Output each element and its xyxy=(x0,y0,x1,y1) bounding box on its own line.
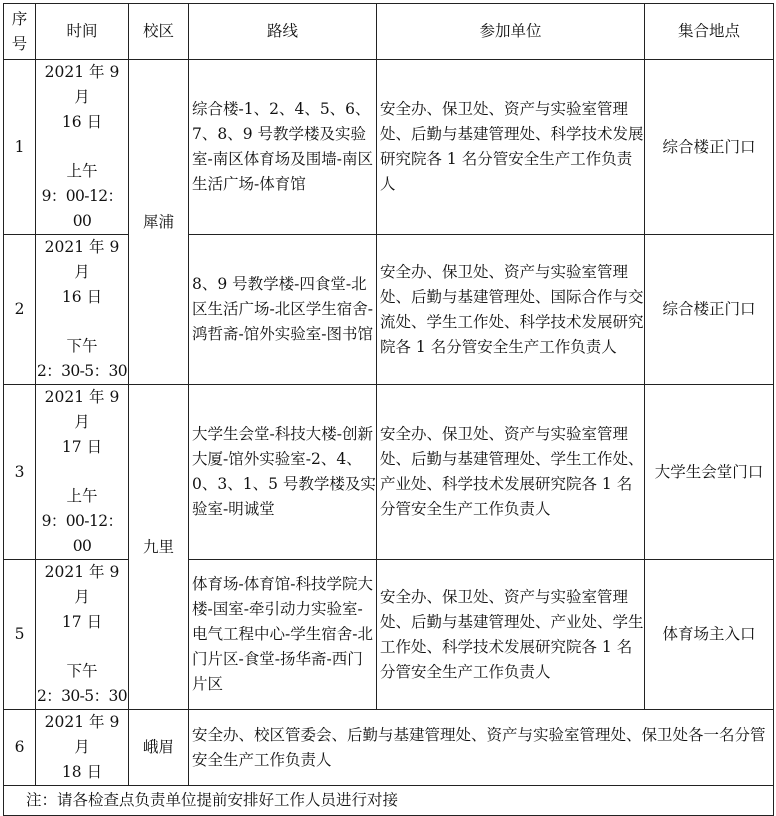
inspection-schedule-table xyxy=(3,3,774,816)
row-number: 5 xyxy=(4,560,36,710)
row-time xyxy=(36,60,129,235)
row-date: 2021 年 9 月 17 日 xyxy=(44,388,120,456)
row-hours: 2：30-5：30 xyxy=(36,362,127,380)
table-row xyxy=(4,710,774,786)
row-time xyxy=(36,385,129,560)
row-place: 大学生会堂门口 xyxy=(645,385,774,560)
row-place: 综合楼正门口 xyxy=(645,235,774,385)
row-place: 体育场主入口 xyxy=(645,560,774,710)
header-no: 序 号 xyxy=(4,4,36,60)
row-campus: 犀浦 xyxy=(129,60,189,385)
table-row xyxy=(4,560,774,710)
row-campus: 峨眉 xyxy=(129,710,189,786)
row-date: 2021 年 9 月 18 日 xyxy=(36,710,129,786)
header-units: 参加单位 xyxy=(377,4,645,60)
row-hours: 2：30-5：30 xyxy=(36,687,127,705)
row-merged-units: 安全办、校区管委会、后勤与基建管理处、资产与实验室管理处、保卫处各一名分管安全生产工作负责人 xyxy=(189,710,774,786)
row-hours: 9：00-12：00 xyxy=(41,187,123,230)
row-route: 体育场-体育馆-科技学院大楼-国室-牵引动力实验室-电气工程中心-学生宿舍-北门片区-食堂-扬华斋-西门片区 xyxy=(189,560,377,710)
row-campus: 九里 xyxy=(129,385,189,710)
row-period: 上午 xyxy=(66,162,98,180)
row-route: 综合楼-1、2、4、5、6、7、8、9 号教学楼及实验室-南区体育场及围墙-南区生活广场-体育馆 xyxy=(189,60,377,235)
row-number: 2 xyxy=(4,235,36,385)
table-row xyxy=(4,385,774,560)
row-number: 6 xyxy=(4,710,36,786)
row-number: 3 xyxy=(4,385,36,560)
row-place: 综合楼正门口 xyxy=(645,60,774,235)
row-period: 下午 xyxy=(66,662,98,680)
row-route: 大学生会堂-科技大楼-创新大厦-馆外实验室-2、4、0、3、1、5 号教学楼及实验室-明诚堂 xyxy=(189,385,377,560)
header-place: 集合地点 xyxy=(645,4,774,60)
row-time xyxy=(36,560,129,710)
table-row xyxy=(4,235,774,385)
row-units: 安全办、保卫处、资产与实验室管理处、后勤与基建管理处、国际合作与交流处、学生工作处、科学技术发展研究院各 1 名分管安全生产工作负责人 xyxy=(377,235,645,385)
footnote: 注：请各检查点负责单位提前安排好工作人员进行对接 xyxy=(4,786,774,816)
row-period: 下午 xyxy=(66,337,98,355)
row-date: 2021 年 9 月 16 日 xyxy=(44,63,120,131)
header-campus: 校区 xyxy=(129,4,189,60)
note-row xyxy=(4,786,774,816)
row-route: 8、9 号教学楼-四食堂-北区生活广场-北区学生宿舍-鸿哲斋-馆外实验室-图书馆 xyxy=(189,235,377,385)
row-time xyxy=(36,235,129,385)
header-row xyxy=(4,4,774,60)
row-date: 2021 年 9 月 16 日 xyxy=(44,238,120,306)
row-period: 上午 xyxy=(66,487,98,505)
row-date: 2021 年 9 月 17 日 xyxy=(44,563,120,631)
row-number: 1 xyxy=(4,60,36,235)
row-units: 安全办、保卫处、资产与实验室管理处、后勤与基建管理处、学生工作处、产业处、科学技术发展研究院各 1 名分管安全生产工作负责人 xyxy=(377,385,645,560)
header-time: 时间 xyxy=(36,4,129,60)
table-row xyxy=(4,60,774,235)
row-units: 安全办、保卫处、资产与实验室管理处、后勤与基建管理处、科学技术发展研究院各 1 名分管安全生产工作负责人 xyxy=(377,60,645,235)
header-route: 路线 xyxy=(189,4,377,60)
row-units: 安全办、保卫处、资产与实验室管理处、后勤与基建管理处、产业处、学生工作处、科学技术发展研究院各 1 名分管安全生产工作负责人 xyxy=(377,560,645,710)
row-hours: 9：00-12：00 xyxy=(41,512,123,555)
